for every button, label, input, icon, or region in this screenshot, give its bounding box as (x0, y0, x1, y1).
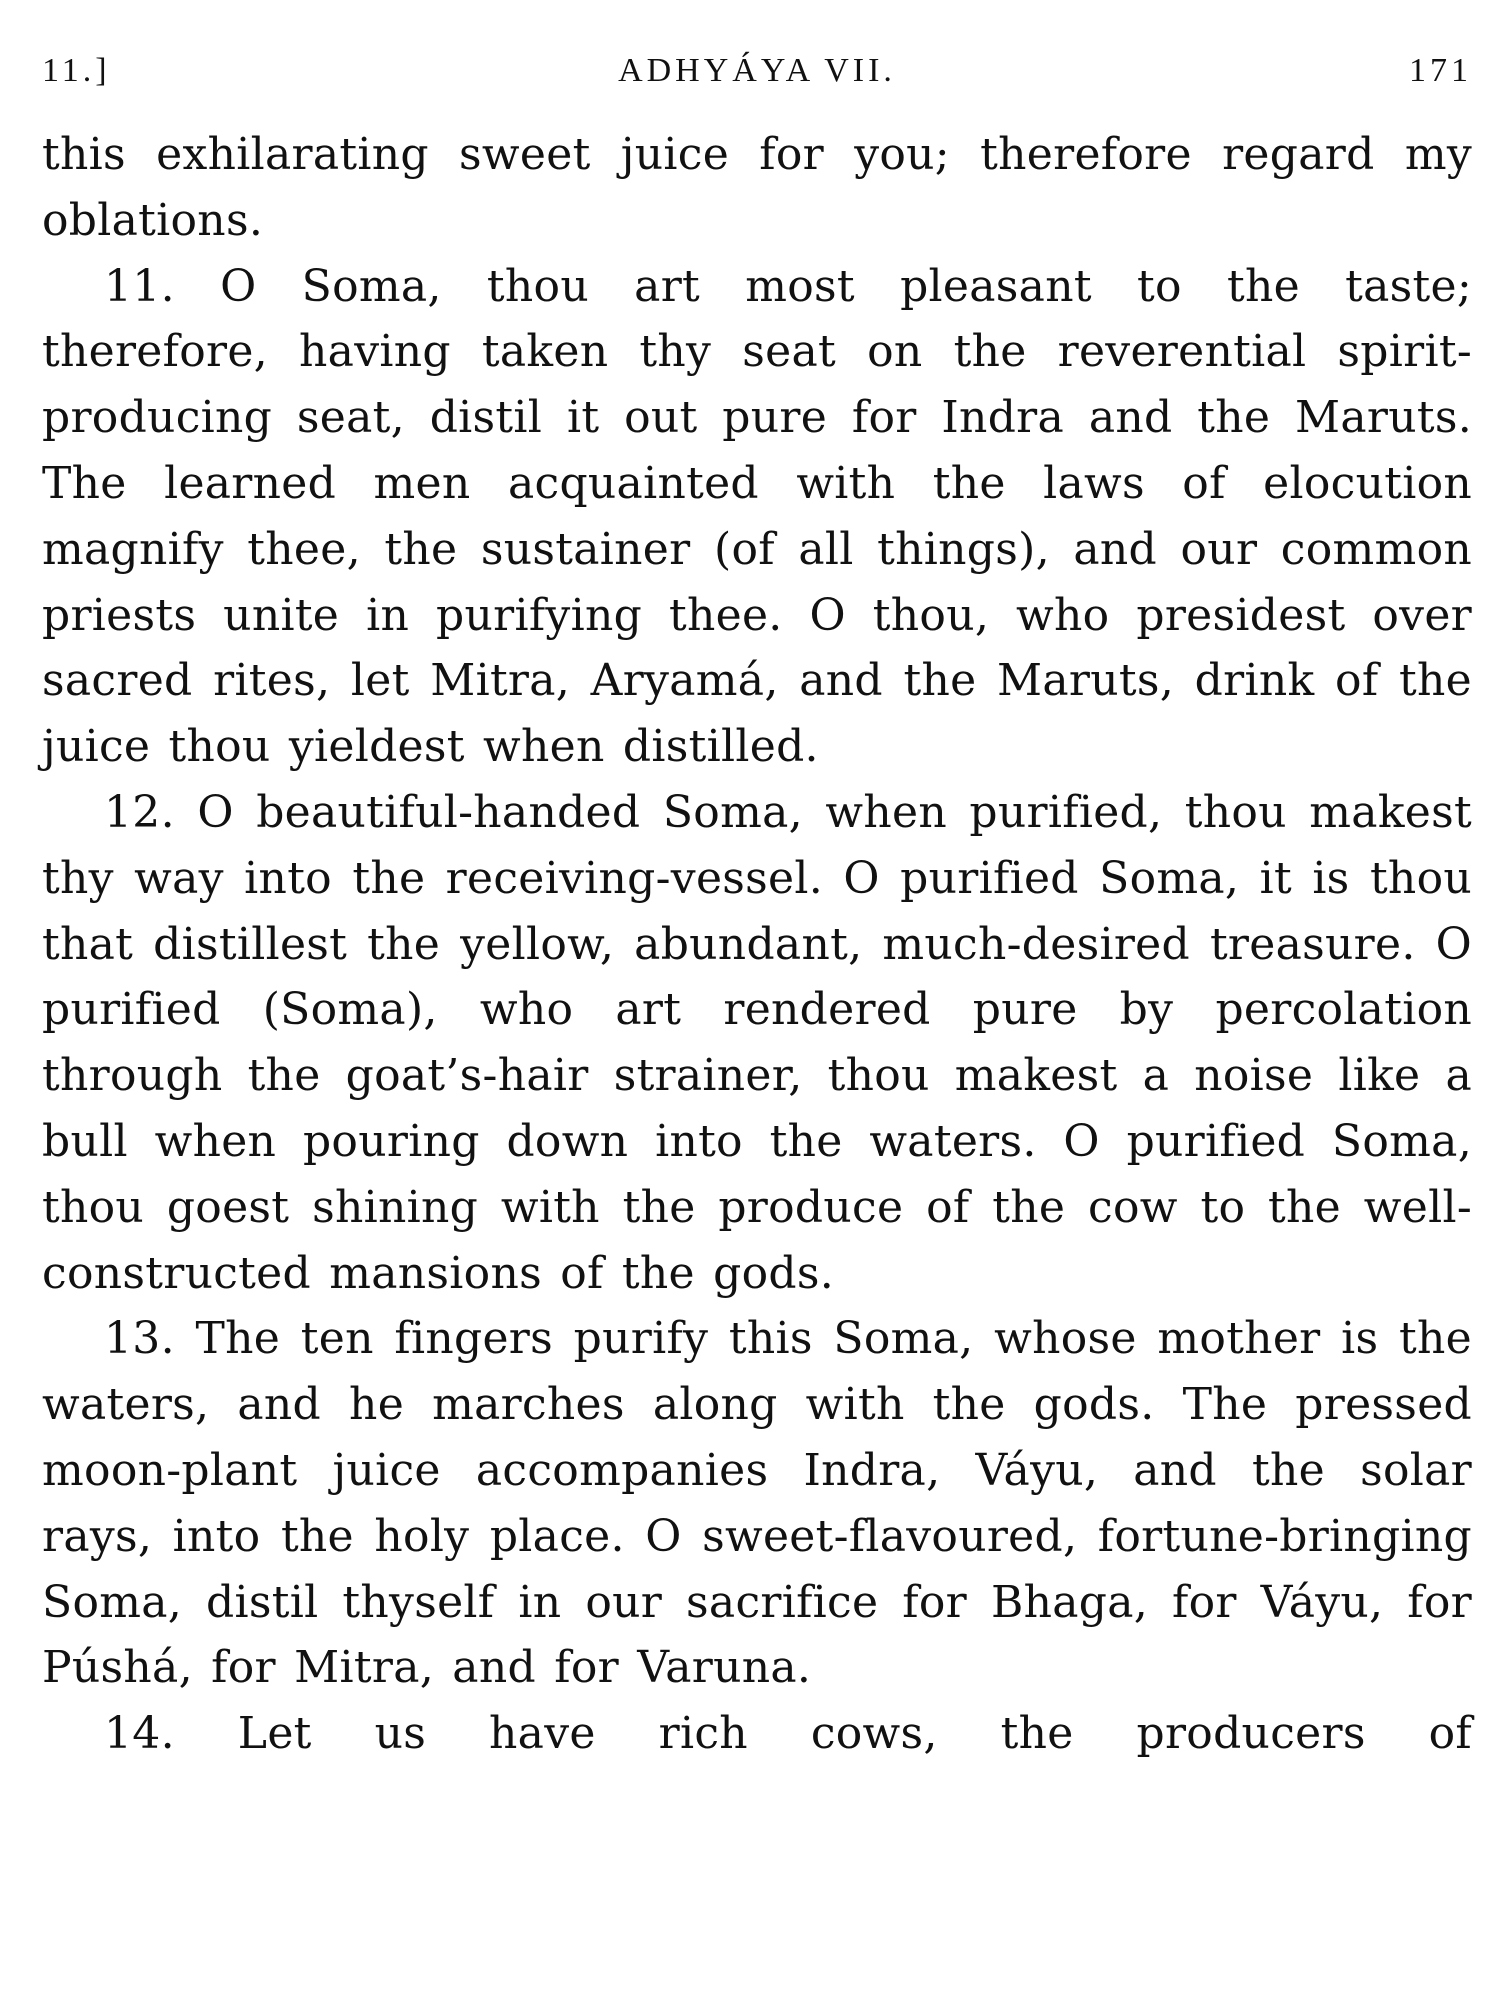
running-header (42, 52, 1472, 122)
paragraph-verse-14: 14. Let us have rich cows, the producers of (104, 1708, 1472, 1760)
chapter-title: ADHYÁYA VII. (618, 52, 896, 89)
paragraph-continuation: this exhilarating sweet juice for you; therefore regard my oblations. (42, 129, 1472, 246)
body-text (42, 122, 1472, 1767)
section-marker: 11.] (42, 52, 111, 89)
paragraph-verse-13: 13. The ten fingers purify this Soma, whose mother is the waters, and he marches along with the gods. The pressed moon-plant juice accompanies Indra, Váyu, and the solar rays, into the holy place. O sweet-flavoured, fortune-bringing Soma, distil thyself in our sacrifice for Bhaga, for Váyu, for Púshá, for Mitra, and for Varuna. (42, 1313, 1472, 1694)
paragraph-verse-11: 11. O Soma, thou art most pleasant to the taste; therefore, having taken thy seat on the reverential spirit-producing seat, distil it out pure for Indra and the Maruts. The learned men acquainted with the laws of elocution magnify thee, the sustainer (of all things), and our common priests unite in purifying thee. O thou, who presidest over sacred rites, let Mitra, Aryamá, and the Maruts, drink of the juice thou yieldest when distilled. (42, 260, 1472, 773)
book-page (42, 52, 1472, 1767)
paragraph-verse-12: 12. O beautiful-handed Soma, when purified, thou makest thy way into the receiving-vessel. O purified Soma, it is thou that distillest the yellow, abundant, much-desired treasure. O purified (Soma), who art rendered pure by percolation through the goat’s-hair strainer, thou makest a noise like a bull when pouring down into the waters. O purified Soma, thou goest shining with the produce of the cow to the well-constructed mansions of the gods. (42, 786, 1472, 1299)
page-number: 171 (1409, 52, 1472, 89)
